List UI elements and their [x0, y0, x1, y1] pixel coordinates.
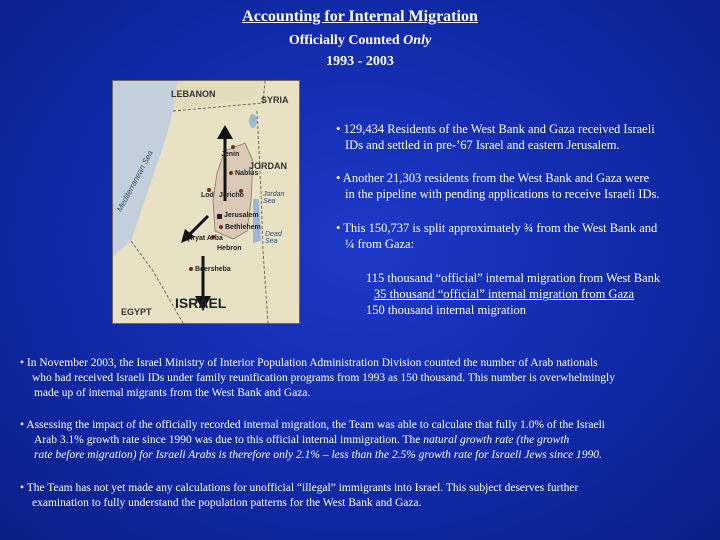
label-jordan: JORDAN	[249, 161, 288, 171]
paragraph-line: who had received Israeli IDs under family reunification programs from 1993 as 150 thousand. This number is overwhelmingly	[32, 372, 615, 384]
label-dead-sea: Dead Sea	[265, 231, 282, 245]
label-jerusalem: Jerusalem	[224, 212, 259, 219]
label-syria: SYRIA	[261, 95, 289, 105]
bullet-line: • 129,434 Residents of the West Bank and Gaza received Israeli	[336, 122, 655, 136]
bullet-line: IDs and settled in pre-’67 Israel and eastern Jerusalem.	[345, 138, 620, 152]
paragraph-text: Arab 3.1% growth rate since 1990 was due to this official internal immigration. The	[34, 434, 424, 446]
bethlehem-dot	[219, 225, 223, 229]
date-range: 1993 - 2003	[326, 54, 394, 69]
label-jericho: Jericho	[219, 192, 244, 199]
subtitle-line	[0, 33, 720, 49]
breakdown-gaza: 35 thousand “official” internal migration from Gaza	[374, 287, 635, 301]
label-mediterranean: Mediterranean Sea	[115, 148, 155, 214]
subtitle-text: Officially Counted	[288, 33, 404, 48]
paragraph-ministry-count	[20, 356, 710, 401]
galilee-sea-shape	[249, 114, 257, 128]
paragraph-emphasis: rate before migration) for Israeli Arabs is therefore only 2.1% – less than the 2.5% growth rate for Israeli Jews since 1990.	[34, 449, 602, 461]
paragraph-unofficial	[20, 481, 710, 511]
subtitle-emphasis: Only	[403, 33, 432, 48]
paragraph-line	[20, 448, 710, 463]
label-bethlehem: Bethlehem	[225, 224, 261, 231]
paragraph-growth-impact	[20, 418, 710, 463]
bullet-split	[336, 220, 657, 252]
region-map	[112, 80, 300, 324]
arrow-west	[188, 216, 208, 236]
bullet-pipeline	[336, 170, 660, 202]
bullet-residents	[336, 121, 655, 153]
bullet-line: ¼ from Gaza:	[345, 237, 415, 251]
paragraph-line: made up of internal migrants from the West Bank and Gaza.	[34, 387, 311, 399]
label-hebron: Hebron	[217, 245, 242, 252]
label-nablus: Nablus	[235, 170, 259, 177]
label-lebanon: LEBANON	[171, 89, 216, 99]
beersheba-dot	[189, 267, 193, 271]
paragraph-line: examination to fully understand the population patterns for the West Bank and Gaza.	[32, 497, 422, 509]
paragraph-line: • Assessing the impact of the officially recorded internal migration, the Team was able to calculate that fully 1.0% of the Israeli	[20, 419, 605, 431]
breakdown-total: 150 thousand internal migration	[366, 303, 527, 317]
nablus-dot	[229, 171, 233, 175]
arrow-north-head	[217, 125, 233, 139]
label-kiryat-arba: Qiryat Arba	[185, 235, 223, 242]
paragraph-line: • In November 2003, the Israel Ministry of Interior Population Administration Division counted the number of Arab nationals	[20, 357, 598, 369]
label-jordan-river: Jordan Sea	[263, 191, 285, 205]
label-israel: ISRAEL	[175, 295, 227, 311]
paragraph-emphasis: natural growth rate (the growth	[423, 434, 570, 446]
label-beersheba: Beersheba	[195, 266, 231, 273]
paragraph-line	[20, 433, 710, 448]
jenin-dot	[231, 145, 235, 149]
bullet-line: • Another 21,303 residents from the West Bank and Gaza were	[336, 171, 650, 185]
bullet-line: • This 150,737 is split approximately ¾ from the West Bank and	[336, 221, 658, 235]
jerusalem-marker	[217, 214, 222, 219]
paragraph-line: • The Team has not yet made any calculations for unofficial “illegal” immigrants into Israel. This subject deserves further	[20, 482, 579, 494]
label-egypt: EGYPT	[121, 307, 152, 317]
migration-breakdown	[366, 270, 660, 318]
bullet-line: in the pipeline with pending applications to receive Israeli IDs.	[345, 187, 660, 201]
label-jenin: Jenin	[221, 151, 240, 158]
title-line: Accounting for Internal Migration	[242, 8, 478, 25]
label-lod: Lod	[201, 192, 214, 199]
breakdown-west-bank: 115 thousand “official” internal migration from West Bank	[366, 271, 661, 285]
dead-sea-shape	[253, 199, 261, 243]
